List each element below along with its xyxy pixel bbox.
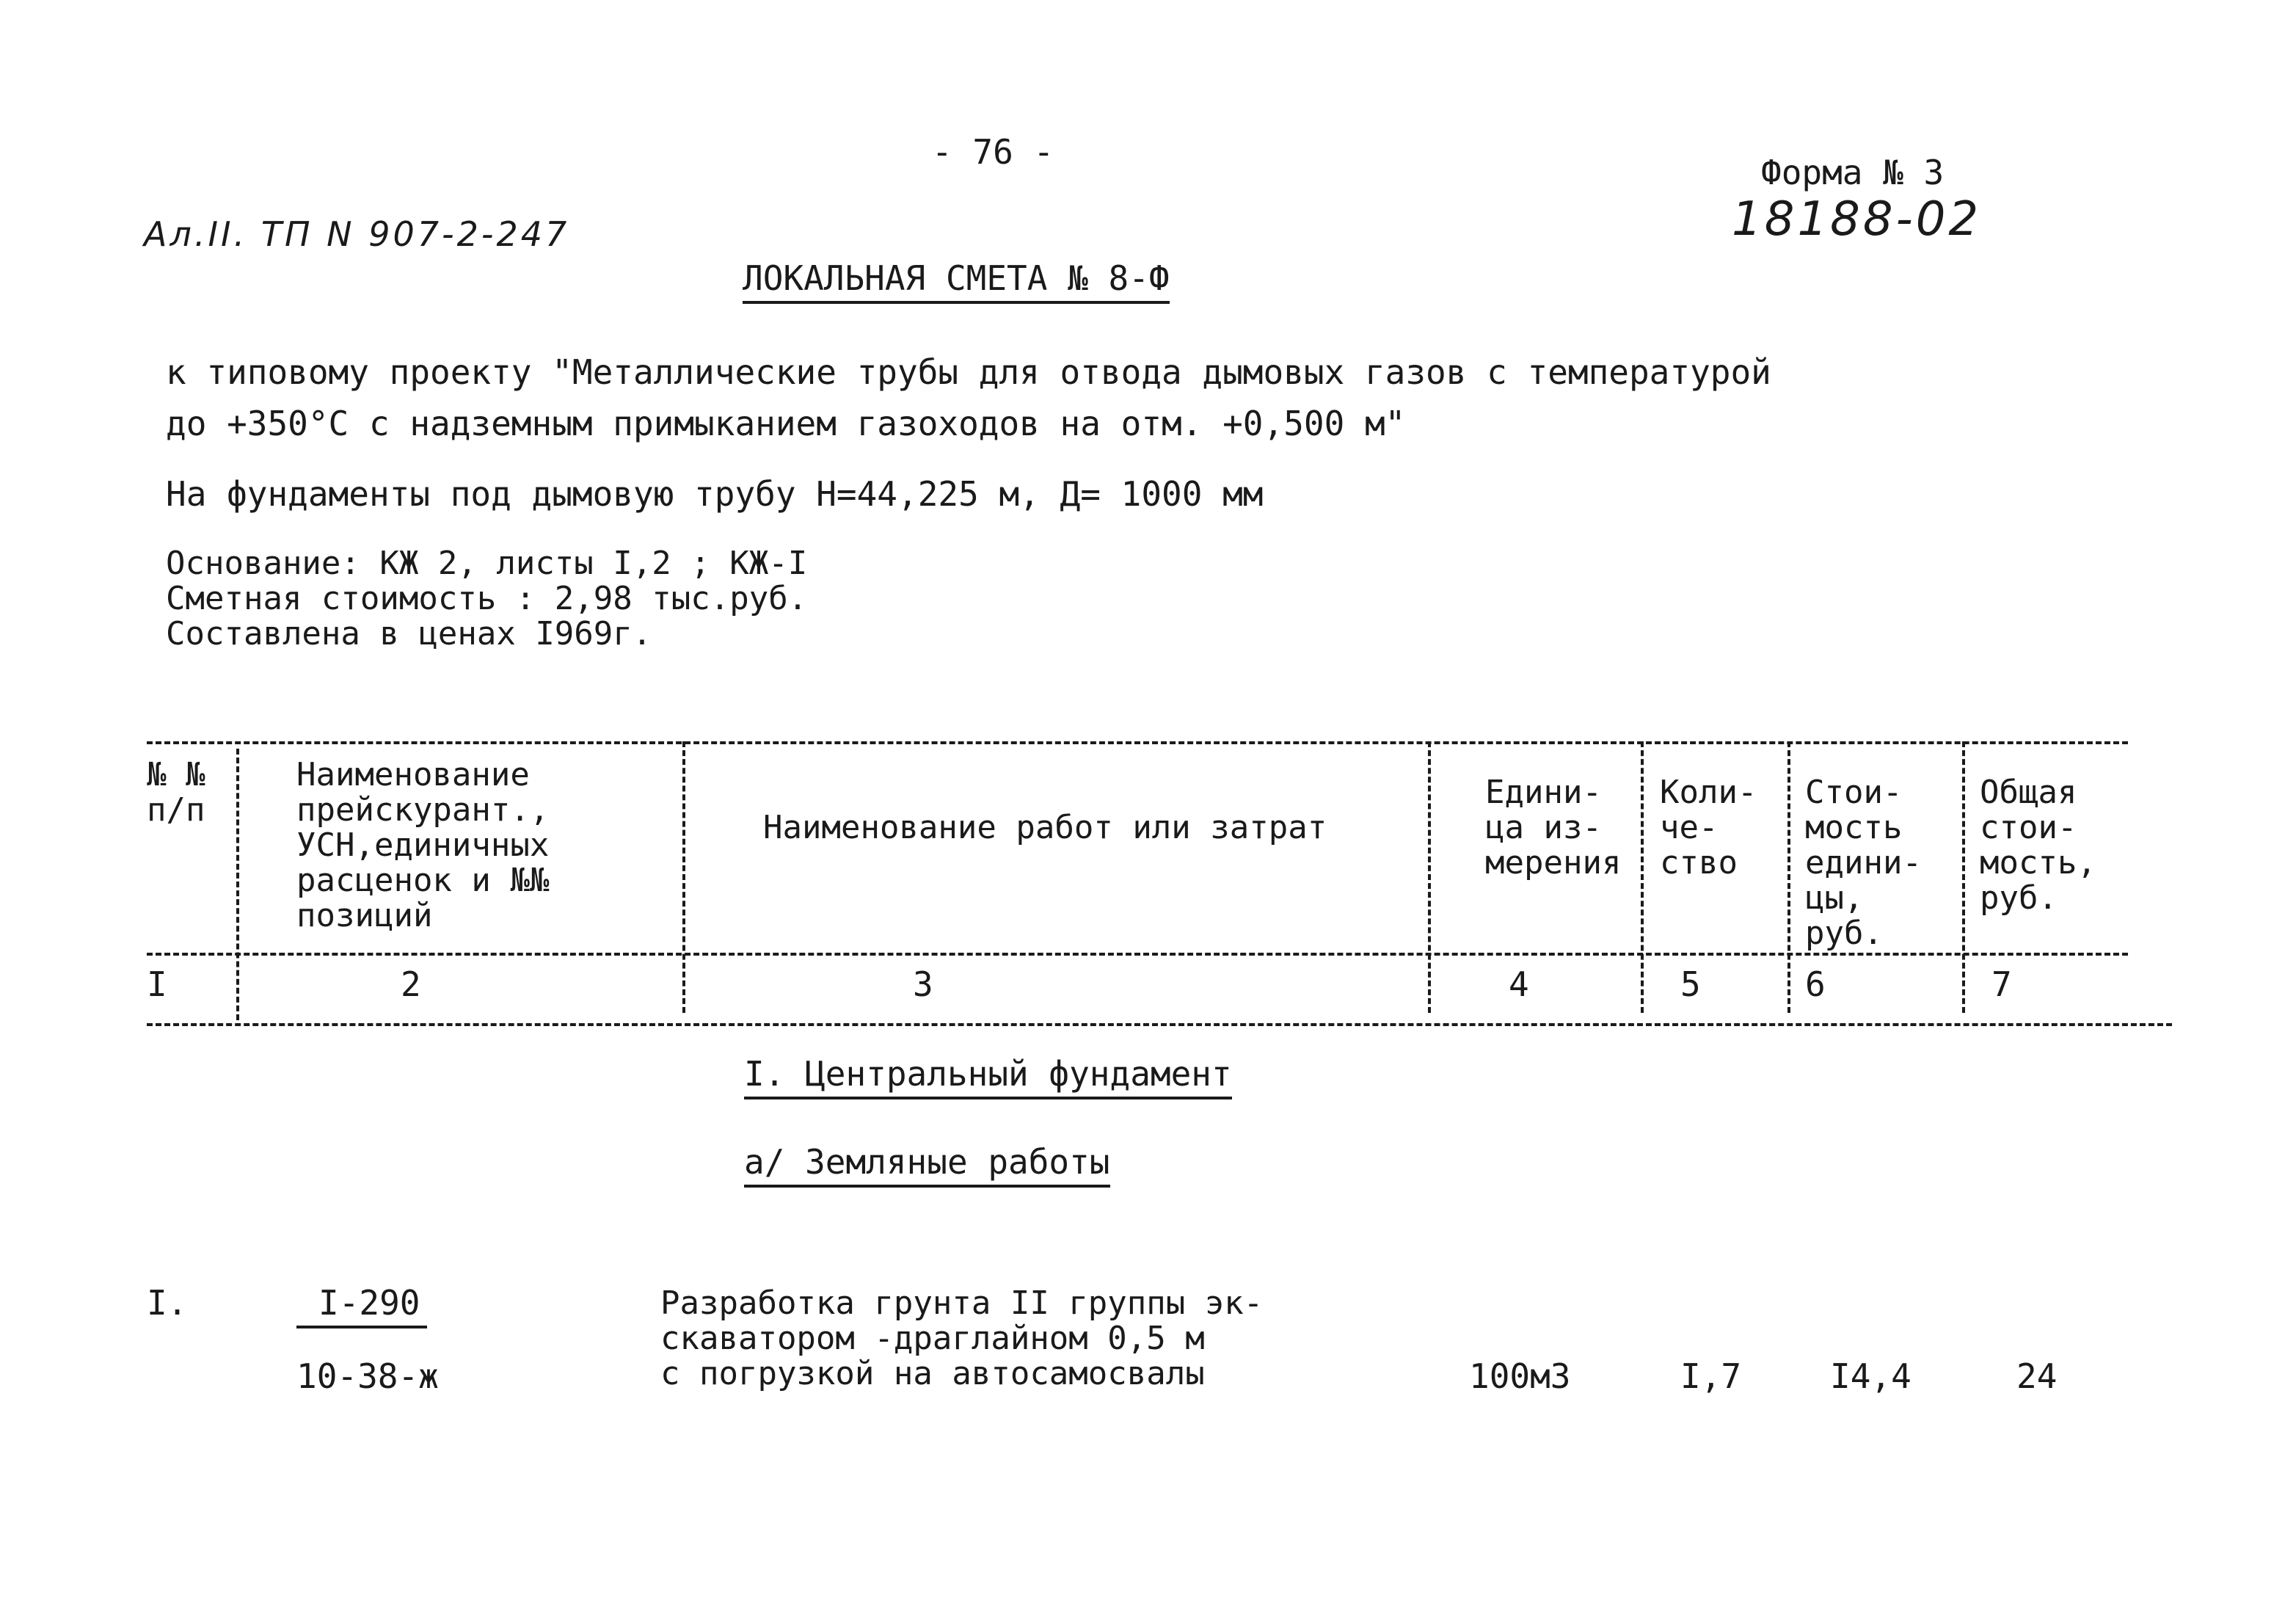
form-code: 18188-02 [1732,192,1982,247]
row-unit-cost: I4,4 [1830,1356,1911,1396]
row-description-line-3: с погрузкой на автосамосвалы [660,1355,1205,1392]
document-title: ЛОКАЛЬНАЯ СМЕТА № 8-Ф [743,258,1170,304]
subsection-title: а/ Земляные работы [744,1142,1110,1188]
section-title: I. Центральный фундамент [744,1054,1232,1099]
row-description-line-1: Разработка грунта II группы эк- [660,1284,1264,1322]
cost-line: Сметная стоимость : 2,98 тыс.руб. [166,580,808,617]
col-sep-3 [1428,741,1431,1013]
row-unit: 100м3 [1469,1356,1571,1396]
col-sep-1 [236,749,239,1020]
form-label: Форма № 3 [1761,153,1945,192]
header-quantity: Коли- че- ство [1660,774,1757,882]
row-quantity: I,7 [1680,1356,1742,1396]
header-price-list: Наименование прейскурант., УСН,единичных расценок и №№ позиций [296,756,550,934]
project-line-2: до +350°С с надземным примыканием газоходов на отм. +0,500 м" [166,404,1406,443]
col-number-2: 2 [401,964,421,1004]
col-number-5: 5 [1680,964,1701,1004]
header-unit: Едини- ца из- мерения [1485,774,1622,882]
col-number-7: 7 [1991,964,2012,1004]
album-reference: Ал.II. ТП N 907-2-247 [144,214,570,254]
project-line-1: к типовому проекту "Металлические трубы для отвода дымовых газов с температурой [166,352,1771,392]
col-number-1: I [147,964,167,1004]
table-numbers-rule [147,1023,2172,1026]
page-number: - 76 - [932,132,1054,172]
row-code-bottom: 10-38-ж [296,1356,439,1396]
foundation-line: На фундаменты под дымовую трубу Н=44,225 м, Д= 1000 мм [166,474,1264,514]
header-total-cost: Общая стои- мость, руб. [1980,774,2096,917]
basis-line: Основание: КЖ 2, листы I,2 ; КЖ-I [166,545,808,582]
row-total-cost: 24 [2016,1356,2058,1396]
table-top-rule [147,741,2128,744]
header-position-number: № № п/п [147,756,205,829]
col-number-3: 3 [913,964,933,1004]
col-sep-6 [1962,741,1965,1013]
col-sep-2 [682,741,685,1013]
col-number-4: 4 [1509,964,1529,1004]
col-sep-5 [1787,741,1790,1013]
prices-line: Составлена в ценах I969г. [166,615,652,653]
row-code-top: I-290 [296,1283,427,1328]
col-number-6: 6 [1805,964,1826,1004]
row-description-line-2: скаватором -драглайном 0,5 м [660,1320,1205,1357]
row-number: I. [147,1283,188,1323]
table-header-rule [147,953,2128,956]
header-unit-cost: Стои- мость едини- цы, руб. [1805,774,1922,952]
header-work-name: Наименование работ или затрат [763,809,1327,846]
